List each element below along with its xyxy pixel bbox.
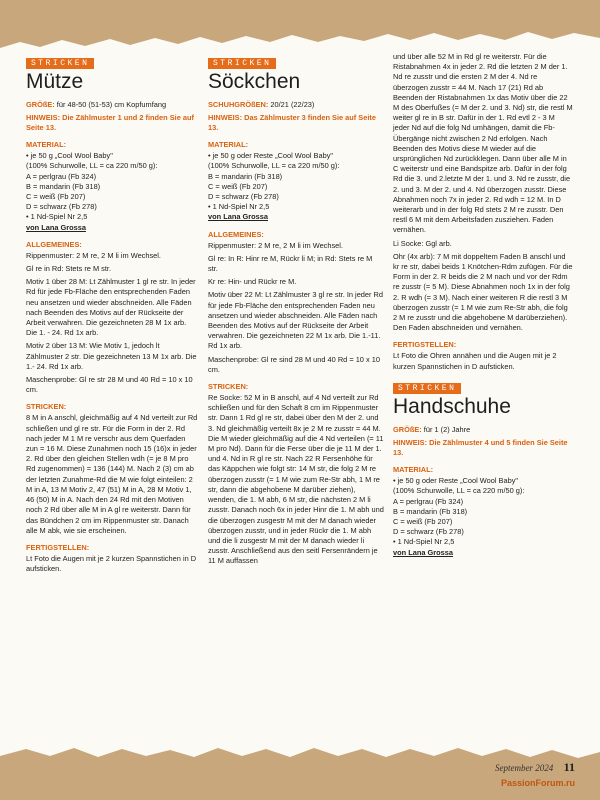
column-continued: [393, 52, 573, 558]
general-text: Motiv 2 über 13 M: Wie Motiv 1, jedoch lt Zählmuster 2 str. Die gezeichneten 13 M 1x arb. Die 1.- 24. Rd 1x arb.: [26, 341, 197, 371]
column-muetze: [26, 58, 198, 577]
section-title-muetze: Mütze: [26, 70, 84, 93]
general-text: Motiv 1 über 28 M: Lt Zählmuster 1 gl re str. In jeder Rd für jede Fb-Fläche den entsprechenden Faden neu ansetzen und wieder abschneiden. Alle Fäden nach Beenden des Motivs auf der Rückseite der Arbeit verwahren. Die gezeichneten 28 M 1x arb. Die 1. - 24. Rd 1x arb.: [26, 277, 196, 338]
page-footer: [495, 758, 575, 788]
material-line: • je 50 g „Cool Wool Baby": [26, 151, 113, 161]
material-line: D = schwarz (Fb 278): [208, 192, 279, 202]
brand-line: von Lana Grossa: [208, 212, 268, 222]
general-text: Maschenprobe: Gl re sind 28 M und 40 Rd = 10 x 10 cm.: [208, 354, 380, 374]
hint: HINWEIS: Das Zählmuster 3 finden Sie auf Seite 13.: [208, 113, 376, 133]
material-line: A = perlgrau (Fb 324): [26, 171, 97, 181]
material-line: B = mandarin (Fb 318): [393, 506, 468, 516]
general-text: Gl re: In R: Hinr re M, Rückr li M; in Rd: Stets re M str.: [208, 253, 373, 274]
general-text: Kr re: Hin- und Rückr re M.: [208, 277, 297, 287]
knitting-heading: STRICKEN:: [26, 402, 67, 412]
material-line: D = schwarz (Fb 278): [26, 202, 97, 212]
material-line: B = mandarin (Fb 318): [208, 171, 283, 181]
general-heading: ALLGEMEINES:: [26, 239, 82, 249]
section-tag: STRICKEN: [208, 58, 276, 69]
site-watermark[interactable]: PassionForum.ru: [500, 778, 575, 788]
material-line: (100% Schurwolle, LL = ca 220 m/50 g):: [393, 486, 525, 496]
material-heading: MATERIAL:: [208, 140, 249, 150]
general-text: Gl re in Rd: Stets re M str.: [26, 264, 112, 274]
general-text: Maschenprobe: Gl re str 28 M und 40 Rd = 10 x 10 cm.: [26, 375, 193, 395]
brand-line: von Lana Grossa: [393, 547, 453, 557]
material-heading: MATERIAL:: [26, 140, 67, 150]
material-line: • 1 Nd-Spiel Nr 2,5: [208, 202, 270, 212]
section-title-handschuhe: Handschuhe: [393, 394, 511, 418]
material-line: D = schwarz (Fb 278): [393, 527, 464, 537]
hint: HINWEIS: Die Zählmuster 4 und 5 finden Sie Seite 13.: [393, 438, 568, 458]
general-text: Motiv über 22 M: Lt Zählmuster 3 gl re str. In jeder Rd für jede Fb-Fläche den entsprechenden Faden neu ansetzen und wieder abschneiden. Alle Fäden nach Beenden des Motivs auf der Rückseite der Arbeit verwahren. Die gezeichneten 22 M 1x arb. Die 1.-11. Rd 1x arb.: [208, 290, 383, 351]
knitting-text-continued: und über alle 52 M in Rd gl re weiterstr. Für die Ristabnahmen 4x in jeder 2. Rd die letzten 2 M der 1. Nd re zusstr und die ersten 2 M der 4. Nd re überzogen zusstr = 44 M. Nach 17 (21) Rd ab Beenden der Ristabnahmen 1x das Motiv über die 22 M des Oberfußes (= M der 2. und 3. Nd) str, die restl M weiter gl re in B str. Dafür in der 1. Rd evtl 2 - 3 M jeder Nd auf die folg Nd umhängen, damit die Fb-Übergänge nicht zwischen 2 Nd erfolgen. Nach Beenden des Motivs diese M wieder auf die ursprünglichen Nd zurückklegen. Dann über alle M in C weiterstr und eine Bandspitze arb. Dafür in der folg Rd die 3. und 2.letzte M der 1. und 3. Nd re zusstr, die 2. und 3. M der 2. und 4. Nd überzogen zusstr. Diese Abnahmen noch 7x in jeder 2. Rd wdh = 12 M. In D weiterarb und in der folg Rd stets 2 M re zusstr. Den restl 6 M mit dem Arbeitsfaden zusziehen. Faden vernähen.: [393, 52, 573, 235]
material-line: C = weiß (Fb 207): [393, 516, 453, 526]
section-tag: STRICKEN: [26, 58, 94, 69]
page-number: 11: [563, 760, 575, 774]
material-line: • 1 Nd-Spiel Nr 2,5: [26, 212, 88, 222]
material-line: A = perlgrau (Fb 324): [393, 496, 464, 506]
material-heading: MATERIAL:: [393, 465, 434, 475]
material-line: C = weiß (Fb 207): [26, 192, 86, 202]
knitting-text: 8 M in A anschl, gleichmäßig auf 4 Nd verteilt zur Rd schließen und gl re str. Für die Form in der 2. Rd nach jeder M 1 M re verschr aus dem Querfaden zun = 16 M. Diese Zunahmen noch 15 (16)x in jeder 2. Rd über den gleichen Stellen wdh (= je 8 M pro Rd zugenommen) = 136 (144) M. Nach 2 (3) cm ab der letzten Zunahme-Rd die M wie folgt einteilen: 2 M in A, 13 M Motiv 2, 47 (51) M in A, 28 M Motiv 1, 46 (50) M in A. Nach den 24 Rd mit den Motiven noch 2 Rd über alle M in A gl re weiterstr. Dann für das Bündchen 2 cm im Rippenmuster str. Danach alle M abk, wie sie erscheinen.: [26, 413, 198, 535]
left-sock-text: Li Socke: Ggl arb.: [393, 238, 452, 248]
knitting-text: Re Socke: 52 M in B anschl, auf 4 Nd verteilt zur Rd schließen und für den Schaft 8 cm im Rippenmuster str. Dann 1 Rd gl re str, dabei über den M der 2. und 3. Nd gleichmäßig verteilt 8x je 2 M re zusstr = 44 M. Die M wieder gleichmäßig auf die 4 Nd verteilen (= 11 M pro Nd). Dann für die Ferse über die je 11 M der 1. und 4. Nd in R gl re str. Nach 22 R Fersenhöhe für das Käppchen wie folgt str: 14 M str, die folg 2 M re überzogen zusstr (= 1 M wie zum Re-Str abh, 1 M re str, dann die abgehobene M darüber ziehen), wenden, die 1. M abh, 6 M str, die nächsten 2 M li zusstr. Danach noch 6x in jeder Hinr die 1. M abh und die überzogen zusgestr M mit der M danach wieder überzogen zusstr, und in jeder Rückr die 1. M abh und die li zusgestr M mit der M danach wieder li zusstr. Anschließend aus den seitl Fersenrändern je 11 M auffassen: [208, 393, 384, 566]
finishing-text: Lt Foto die Ohren annähen und die Augen mit je 2 kurzen Spannstichen in D aufsticken.: [393, 351, 557, 371]
material-line: (100% Schurwolle, LL = ca 220 m/50 g):: [208, 161, 340, 171]
size-text: 20/21 (22/23): [268, 100, 315, 109]
size-text: für 1 (2) Jahre: [421, 424, 471, 434]
size-label: SCHUHGRÖßEN:: [208, 100, 269, 109]
material-line: C = weiß (Fb 207): [208, 181, 268, 191]
material-list: [26, 151, 198, 233]
material-list: [393, 476, 573, 558]
finishing-text: Lt Foto die Augen mit je 2 kurzen Spannstichen in D aufsticken.: [26, 553, 197, 574]
finishing-heading: FERTIGSTELLEN:: [393, 340, 457, 350]
knitting-heading: STRICKEN:: [208, 382, 249, 392]
material-line: B = mandarin (Fb 318): [26, 181, 101, 191]
section-tag: STRICKEN: [393, 383, 461, 394]
material-list: [208, 151, 384, 222]
finishing-heading: FERTIGSTELLEN:: [26, 542, 90, 552]
size-text: für 48-50 (51-53) cm Kopfumfang: [54, 100, 167, 109]
ear-text: Ohr (4x arb): 7 M mit doppeltem Faden B anschl und kr re str, dabei beids 1 Knötchen-Rdm zufügen. Für die Form in der 2. R beids die 2 M nach und vor der Rdm re zusstr (= 5 M). Diese Abnahmen noch 1x in der folg 2. R wdh (= 3 M). Nach einer weiteren R die restl 3 M überzogen zusstr (= 1 M wie zum Re-Str abh, die folg 2 M re zusstr und die abgehobene M darüberziehen). Den Faden abschneiden und vernähen.: [393, 251, 573, 333]
column-soeckchen: [208, 58, 384, 570]
material-line: • je 50 g oder Reste „Cool Wool Baby": [208, 151, 334, 161]
general-text: Rippenmuster: 2 M re, 2 M li im Wechsel.: [26, 250, 161, 260]
section-title-soeckchen: Söckchen: [208, 70, 301, 93]
general-text: Rippenmuster: 2 M re, 2 M li im Wechsel.: [208, 240, 343, 250]
hint: HINWEIS: Die Zählmuster 1 und 2 finden Sie auf Seite 13.: [26, 113, 194, 133]
material-line: • 1 Nd-Spiel Nr 2,5: [393, 537, 455, 547]
brand-line: von Lana Grossa: [26, 222, 86, 232]
general-heading: ALLGEMEINES:: [208, 229, 264, 239]
size-label: GRÖßE:: [393, 424, 422, 434]
size-label: GRÖßE:: [26, 100, 55, 109]
material-line: (100% Schurwolle, LL = ca 220 m/50 g):: [26, 161, 158, 171]
issue-month: September 2024: [494, 763, 554, 773]
material-line: • je 50 g oder Reste „Cool Wool Baby": [393, 476, 519, 486]
